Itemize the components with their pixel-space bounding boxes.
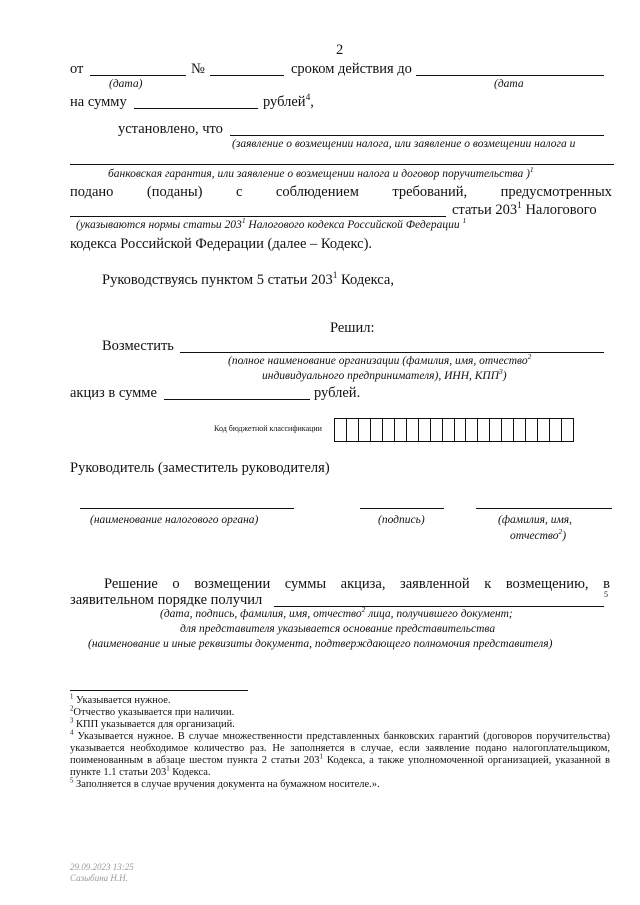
guided-by: Руководствуясь пунктом 5 статьи $203^1$ Кодекса,	[102, 271, 394, 288]
kbk-cell[interactable]	[407, 419, 419, 441]
footnote-3: $^3$ КПП указывается для организаций.	[70, 717, 235, 730]
label-excise: акциз в сумме	[70, 385, 157, 401]
decision-word: возмещению,	[505, 576, 589, 592]
head-label: Руководитель (заместитель руководителя)	[70, 460, 330, 476]
page-number: 2	[336, 42, 344, 58]
field-norms[interactable]	[70, 216, 446, 217]
decided-heading: Решил:	[330, 320, 375, 336]
label-amount: на сумму	[70, 94, 127, 110]
hint-receiver-3: (наименование и иные реквизиты документа, подтверждающего полномочия представителя)	[88, 638, 553, 650]
decision-word: суммы	[284, 576, 327, 592]
label-kbk: Код бюджетной классификации	[214, 424, 322, 433]
field-excise-amount[interactable]	[164, 399, 310, 400]
code-line: кодекса Российской Федерации (далее – Кодекс).	[70, 236, 373, 252]
field-number[interactable]	[210, 75, 284, 76]
hint-receiver-1: (дата, подпись, фамилия, имя, отчество$^2$ лица, получившего документ;	[160, 605, 513, 620]
footnote-4: $^4$ Указывается нужное. В случае множественности представленных банковских гарантий (договоров поручительства) указывается необходимое количество раз. Не заполняется в случае, если заявление подано налогоплательщиком, поименованным в абзаце шестом пункта 2 статьи $203^1$ Кодекса, а также уполномоченной организацией, указанной в пункте 1.1 статьи $203^1$ Кодекса.	[70, 729, 610, 778]
label-valid-until: сроком действия до	[291, 61, 412, 77]
hint-receiver-2: для представителя указывается основание представительства	[180, 623, 496, 635]
decision-word: Решение	[104, 576, 158, 592]
footnotes	[70, 695, 610, 791]
footnote-2: $^2$Отчество указывается при наличии.	[70, 705, 235, 718]
kbk-cell[interactable]	[371, 419, 383, 441]
kbk-cell[interactable]	[466, 419, 478, 441]
hint-fio-2: отчество$^2$)	[510, 527, 567, 542]
label-rubles: рублей$^4$,	[263, 93, 314, 110]
kbk-cell[interactable]	[443, 419, 455, 441]
hint-signature: (подпись)	[378, 514, 425, 526]
kbk-cell[interactable]	[514, 419, 526, 441]
label-excise-rubles: рублей.	[314, 385, 361, 401]
decision-word: к	[484, 576, 492, 592]
kbk-cell[interactable]	[526, 419, 538, 441]
decision-word: акциза,	[340, 576, 386, 592]
footnote-1: $^1$ Указывается нужное.	[70, 693, 171, 706]
decision-word: заявленной	[400, 576, 470, 592]
label-refund: Возместить	[102, 338, 174, 354]
field-amount[interactable]	[134, 108, 258, 109]
field-full-name[interactable]	[476, 508, 612, 509]
kbk-cell[interactable]	[335, 419, 347, 441]
decision-line-1	[104, 576, 610, 593]
hint-fio-1: (фамилия, имя,	[498, 514, 573, 526]
footnote-5: $^5$ Заполняется в случае вручения документа на бумажном носителе.».	[70, 777, 380, 790]
kbk-cell[interactable]	[550, 419, 562, 441]
hint-org-2: индивидуального предпринимателя), ИНН, КПП$^3$)	[262, 367, 507, 382]
kbk-cell[interactable]	[490, 419, 502, 441]
kbk-cell[interactable]	[502, 419, 514, 441]
label-number-sign: №	[191, 61, 205, 77]
kbk-cells[interactable]	[334, 418, 574, 442]
decision-line-2: заявительном порядке получил	[70, 592, 263, 608]
kbk-cell[interactable]	[478, 419, 490, 441]
hint-date-1: (дата)	[109, 78, 143, 90]
field-refund-recipient[interactable]	[180, 352, 604, 353]
submitted-line: подано (поданы) с соблюдением требований, предусмотренных	[70, 184, 612, 200]
label-ot: от	[70, 61, 84, 77]
field-established[interactable]	[230, 135, 604, 136]
kbk-cell[interactable]	[538, 419, 550, 441]
field-valid-until[interactable]	[416, 75, 604, 76]
kbk-cell[interactable]	[347, 419, 359, 441]
hint-date-2: (дата	[494, 78, 524, 90]
hint-org: (полное наименование организации (фамилия, имя, отчество$^2$	[228, 352, 532, 367]
kbk-cell[interactable]	[431, 419, 443, 441]
kbk-cell[interactable]	[455, 419, 467, 441]
scan-stamp-date: 29.09.2023 13:25	[70, 862, 134, 872]
decision-word: возмещении	[194, 576, 271, 592]
kbk-cell[interactable]	[395, 419, 407, 441]
field-receiver[interactable]	[274, 606, 604, 607]
field-tax-org[interactable]	[80, 508, 294, 509]
field-signature[interactable]	[360, 508, 444, 509]
field-date-from[interactable]	[90, 75, 186, 76]
footnote-ref-5: 5	[604, 590, 608, 599]
kbk-cell[interactable]	[359, 419, 371, 441]
hint-tax-org: (наименование налогового органа)	[90, 514, 259, 526]
kbk-cell[interactable]	[419, 419, 431, 441]
footnote-separator	[70, 690, 248, 691]
article-ref: статьи $203^1$ Налогового	[452, 201, 597, 218]
decision-word: в	[603, 576, 610, 592]
label-established: установлено, что	[118, 121, 223, 137]
hint-guarantee: банковская гарантия, или заявление о возмещении налога и договор поручительства )$^1$	[108, 165, 534, 180]
kbk-cell[interactable]	[383, 419, 395, 441]
scan-stamp-name: Сазыбина Н.Н.	[70, 873, 128, 883]
decision-word: о	[172, 576, 180, 592]
kbk-cell[interactable]	[562, 419, 573, 441]
hint-norms: (указываются нормы статьи $203^1$ Налогового кодекса Российской Федерации $^1$	[76, 216, 467, 231]
hint-statement: (заявление о возмещении налога, или заявление о возмещении налога и	[232, 138, 576, 150]
